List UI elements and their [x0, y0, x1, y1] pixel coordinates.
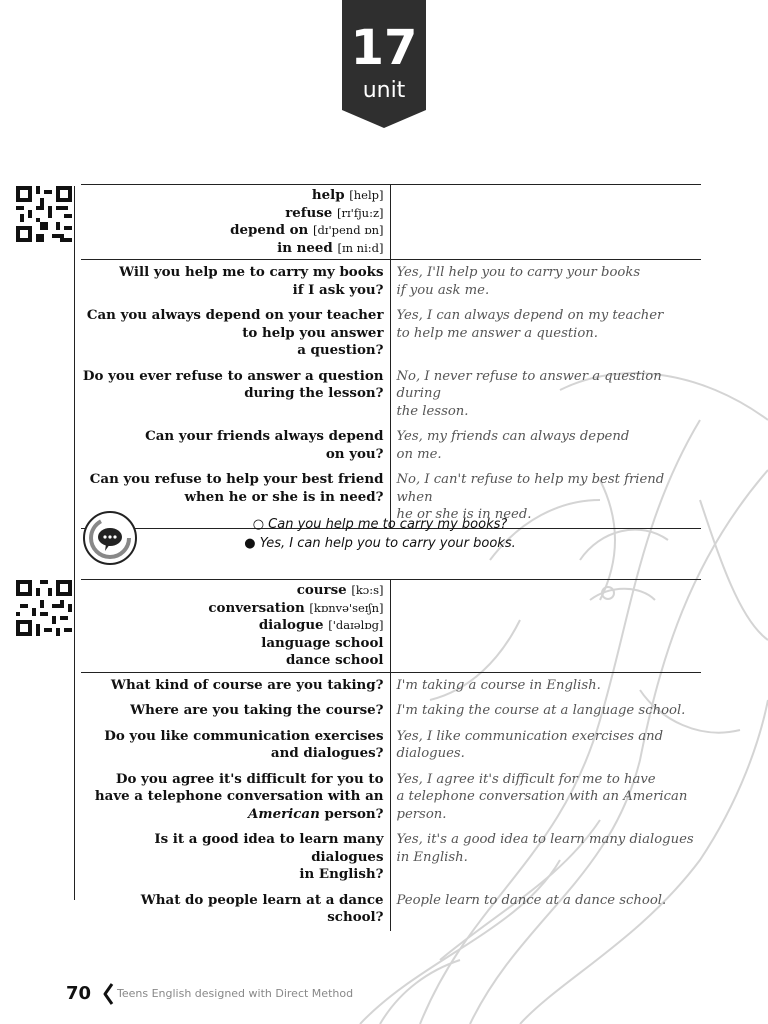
unit-label: unit: [362, 78, 406, 103]
page-number: 70: [66, 983, 92, 1004]
answer: Yes, I'll help you to carry your books if you ask me.: [396, 265, 641, 298]
chevron-left-icon: [102, 983, 114, 1005]
answer: Yes, my friends can always depend on me.: [396, 429, 630, 462]
footer-text: Teens English designed with Direct Method: [117, 987, 354, 1000]
qr-code-icon[interactable]: [16, 580, 72, 636]
vocab-item: depend on [dɪ'pend ɒn]: [230, 222, 384, 238]
question: Do you ever refuse to answer a question during the lesson?: [81, 364, 390, 425]
vocab-item: conversation [kɒnvə'seɪʃn]: [208, 599, 384, 616]
unit-number: 17: [350, 20, 418, 76]
qa-row: [81, 698, 701, 724]
question: Will you help me to carry my books if I ask you?: [81, 260, 390, 304]
answer: No, I can't refuse to help my best friend when he or she is in need.: [390, 467, 701, 528]
vocab-row: [81, 580, 701, 673]
vocab-item: in need [ɪn ni:d]: [277, 239, 384, 256]
qr-code-icon[interactable]: [16, 186, 72, 242]
qa-row: [81, 767, 701, 828]
vocab-item: refuse [rɪ'fju:z]: [285, 204, 384, 221]
question: Can you refuse to help your best friend when he or she is in need?: [81, 467, 390, 528]
section-1-table: [81, 184, 701, 529]
qa-row: [81, 827, 701, 888]
answer: Yes, I agree it's difficult for me to have a telephone conversation with an American person.: [396, 771, 688, 822]
vocab-item: help [help]: [311, 187, 384, 203]
answer: I'm taking the course at a language school.: [396, 703, 686, 718]
qa-row: [81, 260, 701, 304]
vocab-item: dialogue ['daɪəlɒg]: [258, 617, 384, 633]
dialogue-question: ○ Can you help me to carry my books?: [252, 517, 508, 532]
qa-row: [81, 888, 701, 931]
speech-bubble-icon: [82, 510, 138, 566]
question: What kind of course are you taking?: [81, 672, 390, 698]
dialogue-answer: ● Yes, I can help you to carry your books.: [244, 536, 516, 551]
vocab-row: [81, 185, 701, 260]
qa-row: [81, 724, 701, 767]
vocab-item: language school: [261, 634, 384, 651]
answer: I'm taking a course in English.: [396, 677, 601, 693]
question: Where are you taking the course?: [81, 698, 390, 724]
qa-row: [81, 303, 701, 364]
answer: Yes, I like communication exercises and dialogues.: [396, 728, 664, 761]
unit-tab: [342, 0, 426, 128]
qa-row: [81, 672, 701, 698]
question: Can your friends always depend on you?: [81, 424, 390, 467]
question: Do you like communication exercises and dialogues?: [81, 724, 390, 767]
emphasized-word: American: [248, 805, 320, 822]
vocab-list: [81, 580, 390, 673]
answer: No, I never refuse to answer a question during the lesson.: [396, 368, 662, 419]
section-2-table: [81, 579, 701, 931]
answer: Yes, I can always depend on my teacher to help me answer a question.: [396, 308, 664, 341]
question: What do people learn at a dance school?: [81, 888, 390, 931]
answer: People learn to dance at a dance school.: [396, 892, 667, 908]
vocab-item: course [kɔ:s]: [296, 582, 384, 598]
left-margin-rule: [74, 186, 75, 900]
question: Is it a good idea to learn many dialogues in English?: [81, 827, 390, 888]
answer: Yes, it's a good idea to learn many dialogues in English.: [396, 832, 694, 865]
vocab-list: [81, 185, 390, 260]
question: Can you always depend on your teacher to help you answer a question?: [81, 303, 390, 364]
dialogue-example: [140, 515, 620, 553]
qa-row: [81, 424, 701, 467]
question: Do you agree it's difficult for you to have a telephone conversation with an American person?: [81, 767, 390, 828]
vocab-item: dance school: [286, 652, 384, 668]
qa-row: [81, 364, 701, 425]
